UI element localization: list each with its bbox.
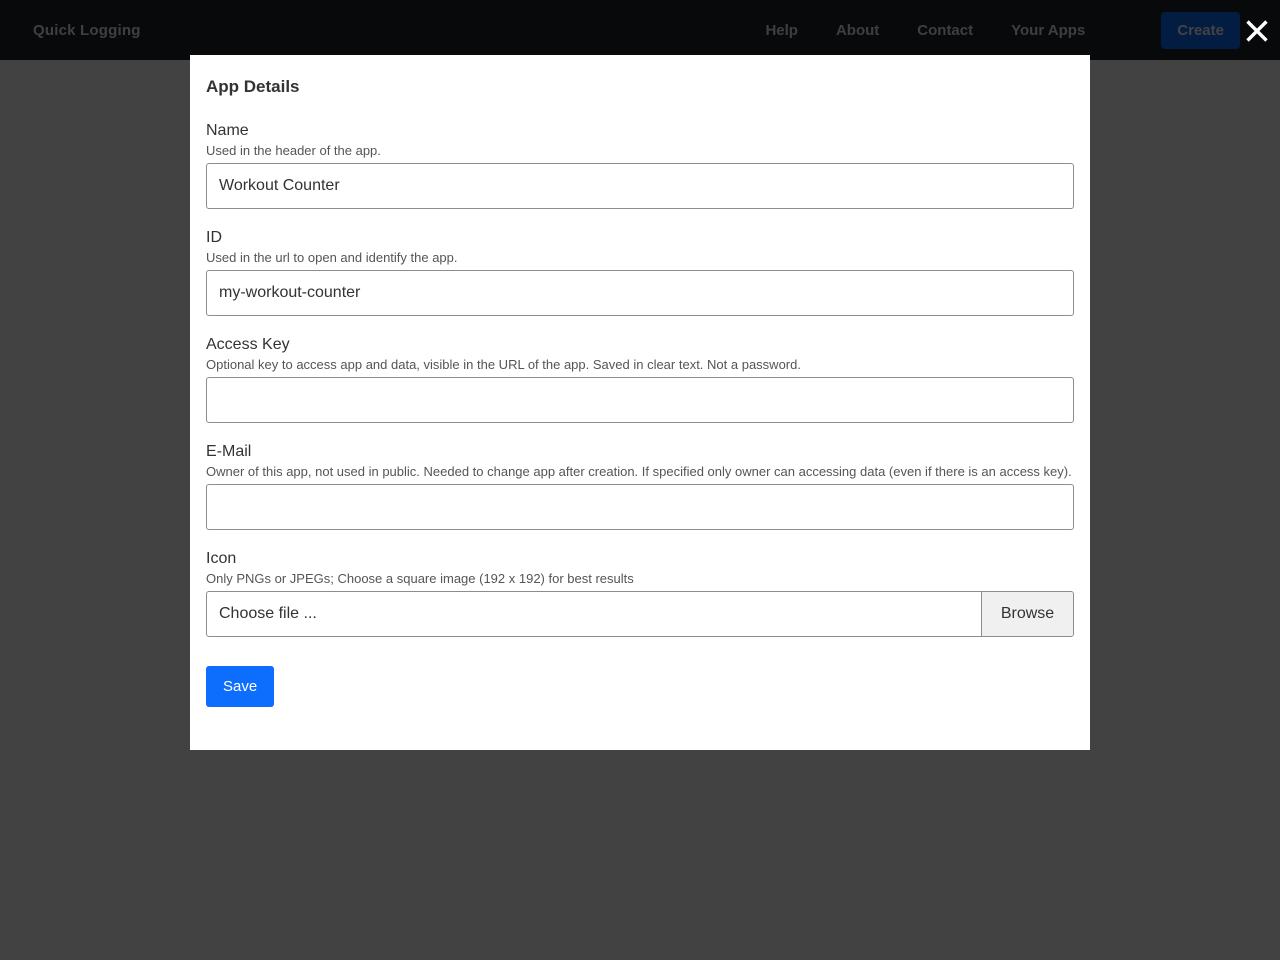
access-key-input[interactable]: [206, 377, 1074, 423]
id-input[interactable]: [206, 270, 1074, 316]
icon-help: Only PNGs or JPEGs; Choose a square image (192 x 192) for best results: [206, 571, 634, 586]
id-help: Used in the url to open and identify the app.: [206, 250, 458, 265]
access-key-help: Optional key to access app and data, visible in the URL of the app. Saved in clear text. Not a password.: [206, 357, 801, 372]
name-help: Used in the header of the app.: [206, 143, 381, 158]
access-key-label: Access Key: [206, 336, 290, 353]
field-icon: [206, 550, 1074, 637]
close-icon: [1245, 19, 1269, 43]
icon-label: Icon: [206, 550, 237, 567]
name-label: Name: [206, 122, 249, 139]
app-details-modal: [190, 55, 1090, 750]
id-label: ID: [206, 229, 222, 246]
field-email: [206, 443, 1074, 530]
field-name: [206, 122, 1074, 209]
save-group: [206, 657, 1074, 707]
email-label: E-Mail: [206, 443, 252, 460]
browse-button[interactable]: Browse: [981, 592, 1073, 636]
email-input[interactable]: [206, 484, 1074, 530]
email-help: Owner of this app, not used in public. Needed to change app after creation. If specified only owner can accessing data (even if there is an access key).: [206, 464, 1072, 479]
field-id: [206, 229, 1074, 316]
field-access-key: [206, 336, 1074, 423]
modal-title: App Details: [206, 77, 300, 96]
name-input[interactable]: [206, 163, 1074, 209]
save-button[interactable]: Save: [206, 666, 274, 707]
file-choose-label: Choose file ...: [219, 605, 317, 622]
icon-file-input[interactable]: [206, 591, 1074, 637]
close-button[interactable]: [1242, 16, 1272, 46]
